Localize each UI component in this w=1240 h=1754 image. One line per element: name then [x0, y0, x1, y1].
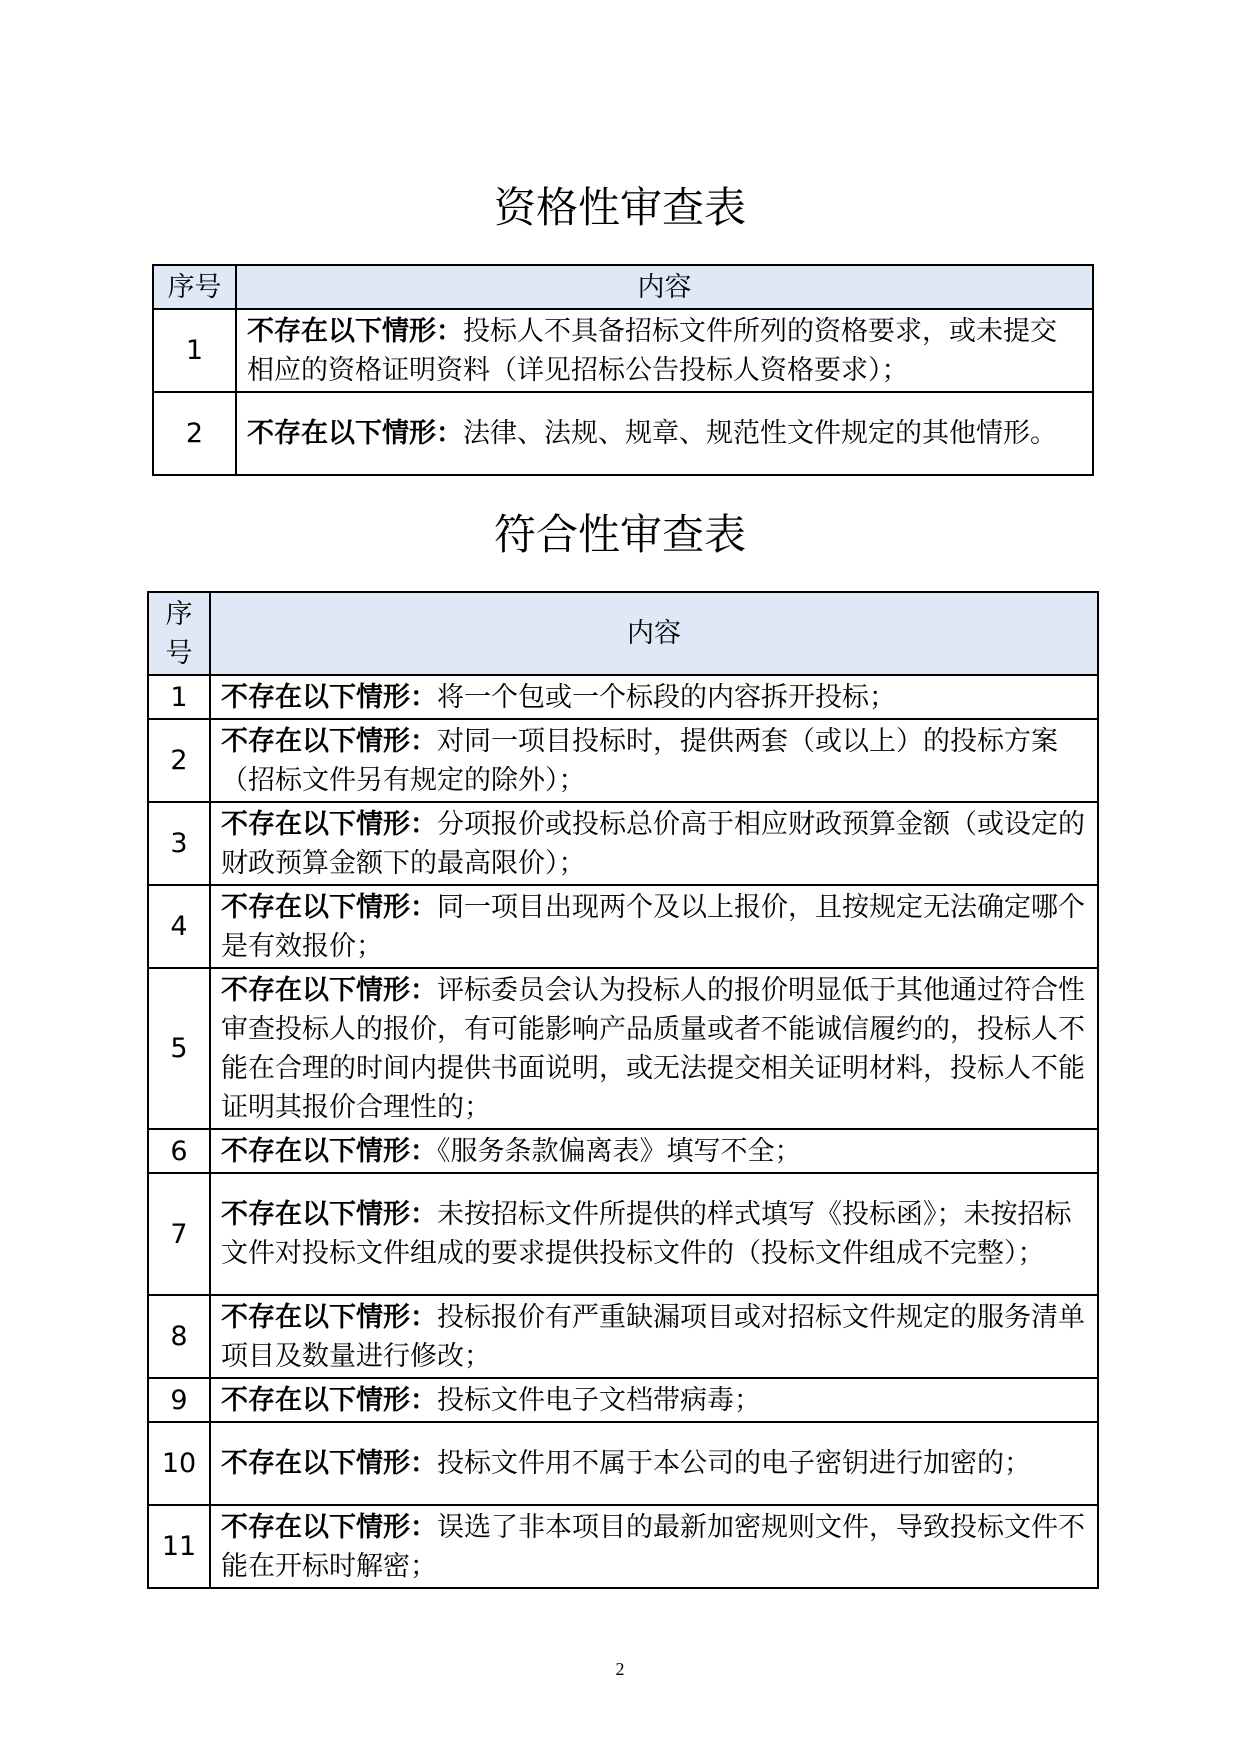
table-row [148, 802, 1098, 885]
row-content [236, 309, 1093, 392]
row-num: 8 [148, 1295, 210, 1378]
row-num: 9 [148, 1378, 210, 1422]
row-num: 10 [148, 1422, 210, 1505]
header-content: 内容 [236, 265, 1093, 309]
row-num: 1 [148, 675, 210, 719]
row-lead: 不存在以下情形： [221, 1199, 437, 1230]
row-content [210, 1129, 1098, 1173]
row-text: 对同一项目投标时，提供两套（或以上）的投标方案（招标文件另有规定的除外）； [221, 725, 1058, 796]
row-lead: 不存在以下情形： [221, 1448, 437, 1479]
row-text: 投标文件用不属于本公司的电子密钥进行加密的； [437, 1448, 1031, 1479]
row-content [210, 1173, 1098, 1295]
row-content [210, 885, 1098, 968]
row-text: 未按招标文件所提供的样式填写《投标函》；未按招标文件对投标文件组成的要求提供投标文件的（投标文件组成不完整）； [221, 1199, 1072, 1269]
table-row [148, 1378, 1098, 1422]
row-text: 投标文件电子文档带病毒； [437, 1384, 761, 1416]
row-num: 2 [148, 719, 210, 802]
qualification-review-title: 资格性审查表 [493, 183, 746, 232]
row-content [210, 1295, 1098, 1378]
table-row [148, 1422, 1098, 1505]
row-text: 分项报价或投标总价高于相应财政预算金额（或设定的财政预算金额下的最高限价）； [221, 808, 1085, 879]
row-lead: 不存在以下情形： [221, 974, 437, 1006]
row-lead: 不存在以下情形： [247, 418, 463, 449]
row-num: 5 [148, 968, 210, 1129]
row-text: 投标人不具备招标文件所列的资格要求，或未提交相应的资格证明资料（详见招标公告投标人资格要求）； [247, 315, 1057, 386]
row-lead: 不存在以下情形： [221, 725, 437, 757]
row-num: 1 [153, 309, 236, 392]
table-row [148, 1505, 1098, 1588]
row-content [210, 675, 1098, 719]
conformity-review-title: 符合性审查表 [493, 510, 746, 559]
table-row [153, 309, 1093, 392]
row-text: 误选了非本项目的最新加密规则文件，导致投标文件不能在开标时解密； [221, 1511, 1085, 1582]
row-lead: 不存在以下情形： [247, 315, 463, 347]
row-content [236, 392, 1093, 475]
row-lead: 不存在以下情形： [221, 1384, 437, 1416]
table-header-row [148, 592, 1098, 675]
row-num: 7 [148, 1173, 210, 1295]
row-text: 评标委员会认为投标人的报价明显低于其他通过符合性审查投标人的报价，有可能影响产品质量或者不能诚信履约的，投标人不能在合理的时间内提供书面说明，或无法提交相关证明材料，投标人不能证明其报价合理性的； [221, 974, 1085, 1123]
row-content [210, 719, 1098, 802]
row-lead: 不存在以下情形： [221, 1511, 437, 1543]
page-number: 2 [615, 1659, 625, 1679]
row-text: 《服务条款偏离表》填写不全； [437, 1135, 802, 1167]
table-header-row [153, 265, 1093, 309]
row-content [210, 1505, 1098, 1588]
header-content: 内容 [210, 592, 1098, 675]
row-lead: 不存在以下情形： [221, 808, 437, 840]
table-row [148, 719, 1098, 802]
header-num: 序号 [148, 592, 210, 675]
table-row [148, 968, 1098, 1129]
row-lead: 不存在以下情形： [221, 891, 437, 923]
row-num: 4 [148, 885, 210, 968]
row-text: 投标报价有严重缺漏项目或对招标文件规定的服务清单项目及数量进行修改； [221, 1301, 1085, 1372]
table-row [148, 1129, 1098, 1173]
row-lead: 不存在以下情形： [221, 1135, 437, 1167]
qualification-review-table [152, 264, 1094, 476]
row-content [210, 802, 1098, 885]
row-text: 将一个包或一个标段的内容拆开投标； [437, 681, 896, 713]
row-content [210, 1378, 1098, 1422]
conformity-review-table [147, 591, 1099, 1589]
table-row [153, 392, 1093, 475]
row-lead: 不存在以下情形： [221, 681, 437, 713]
row-content [210, 968, 1098, 1129]
table-row [148, 1295, 1098, 1378]
row-num: 2 [153, 392, 236, 475]
row-num: 6 [148, 1129, 210, 1173]
row-content [210, 1422, 1098, 1505]
header-num: 序号 [153, 265, 236, 309]
table-row [148, 675, 1098, 719]
row-text: 法律、法规、规章、规范性文件规定的其他情形。 [463, 418, 1057, 449]
row-lead: 不存在以下情形： [221, 1301, 437, 1333]
table-row [148, 1173, 1098, 1295]
row-text: 同一项目出现两个及以上报价，且按规定无法确定哪个是有效报价； [221, 891, 1085, 962]
row-num: 11 [148, 1505, 210, 1588]
table-row [148, 885, 1098, 968]
row-num: 3 [148, 802, 210, 885]
